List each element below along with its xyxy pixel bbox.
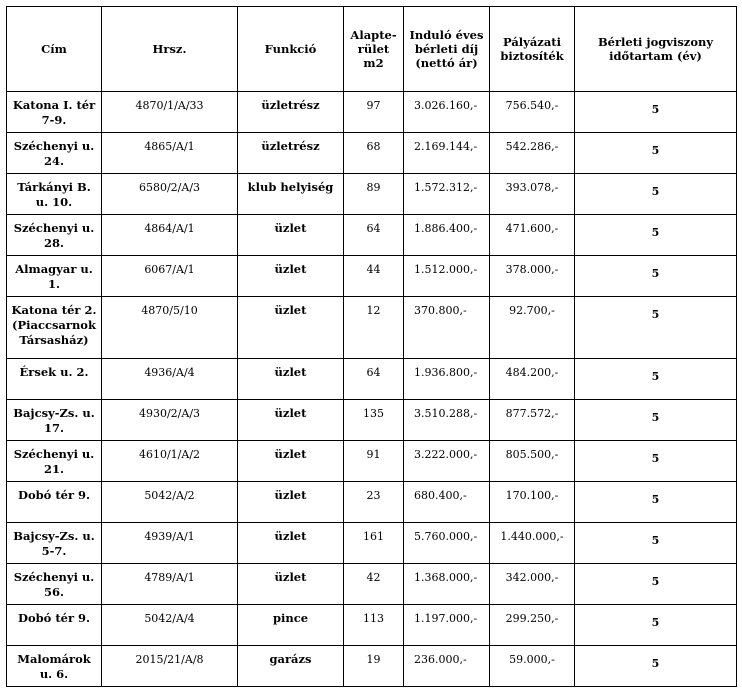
duration-cell: 5 (575, 256, 737, 297)
header-cim: Cím (7, 7, 102, 92)
address-cell: Széchenyi u. 21. (7, 441, 102, 482)
address-cell: Malomárok u. 6. (7, 646, 102, 687)
function-cell: üzlet (238, 256, 344, 297)
duration-cell: 5 (575, 605, 737, 646)
table-row (7, 482, 737, 523)
hrsz-cell: 4865/A/1 (102, 133, 238, 174)
hrsz-cell: 4864/A/1 (102, 215, 238, 256)
header-alapterulet: Alapte-rület m2 (344, 7, 404, 92)
address-cell: Érsek u. 2. (7, 359, 102, 400)
rent-cell: 680.400,- (404, 482, 490, 523)
area-cell: 19 (344, 646, 404, 687)
function-cell: pince (238, 605, 344, 646)
address-cell: Bajcsy-Zs. u. 5-7. (7, 523, 102, 564)
header-funkcio: Funkció (238, 7, 344, 92)
rent-cell: 236.000,- (404, 646, 490, 687)
duration-cell: 5 (575, 564, 737, 605)
function-cell: üzlet (238, 400, 344, 441)
function-cell: üzletrész (238, 133, 344, 174)
header-biztositek: Pályázati biztosíték (490, 7, 575, 92)
deposit-cell: 1.440.000,- (490, 523, 575, 564)
header-row (7, 7, 737, 92)
address-cell: Tárkányi B. u. 10. (7, 174, 102, 215)
address-cell: Dobó tér 9. (7, 482, 102, 523)
hrsz-cell: 4936/A/4 (102, 359, 238, 400)
area-cell: 135 (344, 400, 404, 441)
deposit-cell: 756.540,- (490, 92, 575, 133)
duration-cell: 5 (575, 215, 737, 256)
hrsz-cell: 5042/A/2 (102, 482, 238, 523)
rent-cell: 3.510.288,- (404, 400, 490, 441)
hrsz-cell: 4930/2/A/3 (102, 400, 238, 441)
rent-cell: 1.572.312,- (404, 174, 490, 215)
table-row (7, 297, 737, 359)
rent-cell: 3.222.000,- (404, 441, 490, 482)
hrsz-cell: 5042/A/4 (102, 605, 238, 646)
table-row (7, 646, 737, 687)
area-cell: 44 (344, 256, 404, 297)
address-cell: Széchenyi u. 24. (7, 133, 102, 174)
duration-cell: 5 (575, 133, 737, 174)
deposit-cell: 342.000,- (490, 564, 575, 605)
rent-cell: 2.169.144,- (404, 133, 490, 174)
table-row (7, 174, 737, 215)
table-row (7, 92, 737, 133)
hrsz-cell: 6067/A/1 (102, 256, 238, 297)
rent-cell: 3.026.160,- (404, 92, 490, 133)
hrsz-cell: 4789/A/1 (102, 564, 238, 605)
table-row (7, 256, 737, 297)
header-dij: Induló éves bérleti díj (nettó ár) (404, 7, 490, 92)
duration-cell: 5 (575, 92, 737, 133)
deposit-cell: 393.078,- (490, 174, 575, 215)
area-cell: 91 (344, 441, 404, 482)
deposit-cell: 299.250,- (490, 605, 575, 646)
rent-cell: 5.760.000,- (404, 523, 490, 564)
address-cell: Dobó tér 9. (7, 605, 102, 646)
address-cell: Széchenyi u. 56. (7, 564, 102, 605)
rent-cell: 1.368.000,- (404, 564, 490, 605)
duration-cell: 5 (575, 441, 737, 482)
area-cell: 89 (344, 174, 404, 215)
address-cell: Katona I. tér 7-9. (7, 92, 102, 133)
duration-cell: 5 (575, 359, 737, 400)
deposit-cell: 471.600,- (490, 215, 575, 256)
function-cell: üzlet (238, 564, 344, 605)
table-row (7, 523, 737, 564)
rent-cell: 1.886.400,- (404, 215, 490, 256)
area-cell: 113 (344, 605, 404, 646)
rent-cell: 1.197.000,- (404, 605, 490, 646)
duration-cell: 5 (575, 523, 737, 564)
hrsz-cell: 4870/1/A/33 (102, 92, 238, 133)
duration-cell: 5 (575, 400, 737, 441)
table-row (7, 359, 737, 400)
table-row (7, 564, 737, 605)
table-row (7, 400, 737, 441)
function-cell: garázs (238, 646, 344, 687)
deposit-cell: 877.572,- (490, 400, 575, 441)
hrsz-cell: 2015/21/A/8 (102, 646, 238, 687)
deposit-cell: 378.000,- (490, 256, 575, 297)
address-cell: Széchenyi u. 28. (7, 215, 102, 256)
header-hrsz: Hrsz. (102, 7, 238, 92)
hrsz-cell: 4939/A/1 (102, 523, 238, 564)
deposit-cell: 170.100,- (490, 482, 575, 523)
table-row (7, 605, 737, 646)
deposit-cell: 92.700,- (490, 297, 575, 359)
rent-cell: 370.800,- (404, 297, 490, 359)
area-cell: 12 (344, 297, 404, 359)
function-cell: üzlet (238, 297, 344, 359)
deposit-cell: 542.286,- (490, 133, 575, 174)
area-cell: 97 (344, 92, 404, 133)
duration-cell: 5 (575, 297, 737, 359)
address-cell: Almagyar u. 1. (7, 256, 102, 297)
function-cell: üzlet (238, 482, 344, 523)
duration-cell: 5 (575, 646, 737, 687)
hrsz-cell: 6580/2/A/3 (102, 174, 238, 215)
function-cell: üzletrész (238, 92, 344, 133)
area-cell: 23 (344, 482, 404, 523)
function-cell: klub helyiség (238, 174, 344, 215)
hrsz-cell: 4870/5/10 (102, 297, 238, 359)
table-row (7, 441, 737, 482)
function-cell: üzlet (238, 215, 344, 256)
header-idotartam: Bérleti jogviszony időtartam (év) (575, 7, 737, 92)
area-cell: 64 (344, 215, 404, 256)
hrsz-cell: 4610/1/A/2 (102, 441, 238, 482)
address-cell: Katona tér 2.(Piaccsarnok Társasház) (7, 297, 102, 359)
area-cell: 68 (344, 133, 404, 174)
deposit-cell: 805.500,- (490, 441, 575, 482)
table-row (7, 133, 737, 174)
rent-cell: 1.936.800,- (404, 359, 490, 400)
rent-cell: 1.512.000,- (404, 256, 490, 297)
address-cell: Bajcsy-Zs. u. 17. (7, 400, 102, 441)
function-cell: üzlet (238, 441, 344, 482)
duration-cell: 5 (575, 174, 737, 215)
duration-cell: 5 (575, 482, 737, 523)
rental-table (6, 6, 737, 687)
area-cell: 161 (344, 523, 404, 564)
area-cell: 64 (344, 359, 404, 400)
area-cell: 42 (344, 564, 404, 605)
deposit-cell: 59.000,- (490, 646, 575, 687)
function-cell: üzlet (238, 359, 344, 400)
deposit-cell: 484.200,- (490, 359, 575, 400)
function-cell: üzlet (238, 523, 344, 564)
table-row (7, 215, 737, 256)
